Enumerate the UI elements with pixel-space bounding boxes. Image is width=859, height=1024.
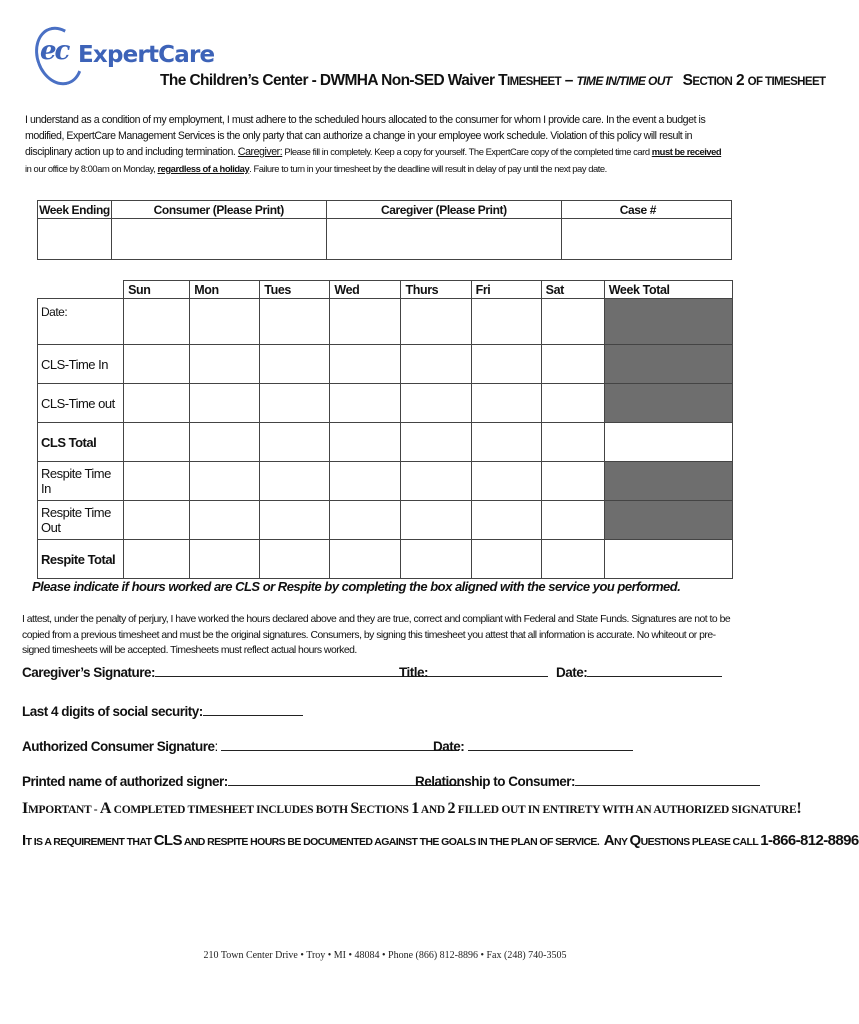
day-header: Sat: [541, 281, 604, 299]
date-cell[interactable]: [260, 299, 330, 345]
date-field-2[interactable]: [468, 738, 633, 751]
time-cell[interactable]: [190, 501, 260, 540]
day-header: Sun: [124, 281, 190, 299]
time-cell[interactable]: [541, 345, 604, 384]
title-line: Title:: [399, 664, 548, 680]
time-cell[interactable]: [330, 462, 401, 501]
time-cell[interactable]: [124, 423, 190, 462]
date-field[interactable]: [587, 664, 722, 677]
service-note: Please indicate if hours worked are CLS or Respite by completing the box aligned with the service you performed.: [32, 579, 681, 594]
date-row-label: Date:: [38, 299, 124, 345]
time-cell[interactable]: [541, 462, 604, 501]
time-cell[interactable]: [401, 540, 471, 579]
time-cell[interactable]: [330, 501, 401, 540]
row-label: CLS-Time In: [38, 345, 124, 384]
time-cell[interactable]: [260, 462, 330, 501]
time-cell[interactable]: [541, 423, 604, 462]
time-cell[interactable]: [124, 345, 190, 384]
consumer-signature-line: Authorized Consumer Signature:: [22, 738, 459, 754]
requirement-notice: IT IS A REQUIREMENT THAT CLS AND RESPITE HOURS BE DOCUMENTED AGAINST THE GOALS IN THE PLAN OF SERVICE. ANY QUESTIONS PLEASE CALL 1-866-812-8896: [22, 832, 859, 849]
caregiver-signature-line: Caregiver’s Signature:: [22, 664, 428, 680]
shaded-cell: [604, 345, 732, 384]
shaded-cell: [604, 462, 732, 501]
time-cell[interactable]: [190, 423, 260, 462]
time-cell[interactable]: [260, 501, 330, 540]
ssn-line: Last 4 digits of social security:: [22, 703, 303, 719]
time-cell[interactable]: [401, 462, 471, 501]
caregiver-header: Caregiver (Please Print): [326, 201, 562, 219]
time-cell[interactable]: [541, 384, 604, 423]
time-cell[interactable]: [471, 384, 541, 423]
time-cell[interactable]: [190, 384, 260, 423]
row-label: Respite Time Out: [38, 501, 124, 540]
week-total-cell[interactable]: [604, 423, 732, 462]
shaded-cell: [604, 384, 732, 423]
time-cell[interactable]: [471, 501, 541, 540]
caregiver-field[interactable]: [326, 219, 562, 260]
date-cell[interactable]: [541, 299, 604, 345]
time-cell[interactable]: [330, 423, 401, 462]
day-header: Wed: [330, 281, 401, 299]
time-cell[interactable]: [260, 345, 330, 384]
relationship-line: Relationship to Consumer:: [415, 773, 760, 789]
header-info-table: [37, 200, 732, 260]
time-cell[interactable]: [260, 384, 330, 423]
ssn-field[interactable]: [203, 703, 303, 716]
case-number-header: Case #: [562, 201, 732, 219]
relationship-field[interactable]: [575, 773, 760, 786]
time-cell[interactable]: [541, 540, 604, 579]
time-cell[interactable]: [401, 345, 471, 384]
time-cell[interactable]: [471, 423, 541, 462]
time-cell[interactable]: [471, 462, 541, 501]
week-total-cell[interactable]: [604, 540, 732, 579]
time-cell[interactable]: [541, 501, 604, 540]
date-cell[interactable]: [190, 299, 260, 345]
time-cell[interactable]: [190, 540, 260, 579]
consumer-header: Consumer (Please Print): [111, 201, 326, 219]
day-header: Thurs: [401, 281, 471, 299]
week-ending-header: Week Ending: [39, 202, 110, 217]
time-cell[interactable]: [471, 540, 541, 579]
intro-paragraph: I understand as a condition of my employment, I must adhere to the scheduled hours allocated to the consumer for whom I provide care. In the event a budget is modified, ExpertCare Management Services is the only party that can authorize a change in your employee work schedule. Violation of this policy will result in disciplinary action up to and including termination. Caregiver: Please fill in completely. Keep a copy for yourself. The ExpertCare copy of the completed time card must be received in our office by 8:00am on Monday, regardless of a holiday. Failure to turn in your timesheet by the deadline will result in delay of pay until the next pay date.: [25, 114, 722, 174]
time-cell[interactable]: [260, 423, 330, 462]
time-cell[interactable]: [124, 462, 190, 501]
date-line: Date:: [556, 664, 722, 680]
day-header: Mon: [190, 281, 260, 299]
date-cell[interactable]: [471, 299, 541, 345]
date-cell[interactable]: [330, 299, 401, 345]
logo-name: ExpertCare: [78, 42, 215, 68]
shaded-cell: [604, 501, 732, 540]
time-cell[interactable]: [124, 501, 190, 540]
expertcare-logo: [36, 22, 215, 94]
time-cell[interactable]: [401, 501, 471, 540]
time-cell[interactable]: [330, 345, 401, 384]
printed-name-line: Printed name of authorized signer:: [22, 773, 461, 789]
title-field[interactable]: [428, 664, 548, 677]
phone-number: 1-866-812-8896: [760, 832, 859, 849]
date-cell[interactable]: [124, 299, 190, 345]
attestation-paragraph: I attest, under the penalty of perjury, I have worked the hours declared above and they are true, correct and compliant with Federal and State Funds. Signatures are not to be copied from a previous timesheet and must be the original signatures. Consumers, by signing this timesheet you attest that all information is accurate. No whiteout or pre-signed timesheets will be accepted. Timesheets must reflect actual hours worked.: [22, 614, 731, 656]
day-header: Fri: [471, 281, 541, 299]
time-cell[interactable]: [401, 423, 471, 462]
day-header: Tues: [260, 281, 330, 299]
important-notice: IMPORTANT - A COMPLETED TIMESHEET INCLUDES BOTH SECTIONS 1 AND 2 FILLED OUT IN ENTIRETY WITH AN AUTHORIZED SIGNATURE!: [22, 800, 802, 817]
time-cell[interactable]: [471, 345, 541, 384]
row-label: CLS Total: [38, 423, 124, 462]
corner-cell: [38, 281, 124, 299]
page-title: The Children’s Center - DWMHA Non-SED Waiver TIMESHEET – TIME IN/TIME OUT SECTION 2 OF TIMESHEET: [160, 72, 826, 89]
consumer-field[interactable]: [111, 219, 326, 260]
logo-mark: ec: [40, 36, 69, 66]
case-number-field[interactable]: [562, 219, 732, 260]
time-cell[interactable]: [190, 462, 260, 501]
week-total-header: Week Total: [604, 281, 732, 299]
week-ending-field[interactable]: [38, 219, 112, 260]
time-cell[interactable]: [260, 540, 330, 579]
consumer-signature-field[interactable]: [221, 738, 459, 751]
time-cell[interactable]: [330, 384, 401, 423]
time-cell[interactable]: [124, 540, 190, 579]
date-cell[interactable]: [401, 299, 471, 345]
row-label: Respite Time In: [38, 462, 124, 501]
time-table: [37, 280, 733, 579]
row-label: CLS-Time out: [38, 384, 124, 423]
time-cell[interactable]: [401, 384, 471, 423]
caregiver-signature-field[interactable]: [155, 664, 428, 677]
shaded-cell: [604, 299, 732, 345]
footer-address: 210 Town Center Drive • Troy • MI • 48084 • Phone (866) 812-8896 • Fax (248) 740-3505: [203, 950, 567, 961]
time-cell[interactable]: [330, 540, 401, 579]
time-cell[interactable]: [124, 384, 190, 423]
date-line-2: Date:: [433, 738, 633, 754]
time-cell[interactable]: [190, 345, 260, 384]
row-label: Respite Total: [38, 540, 124, 579]
